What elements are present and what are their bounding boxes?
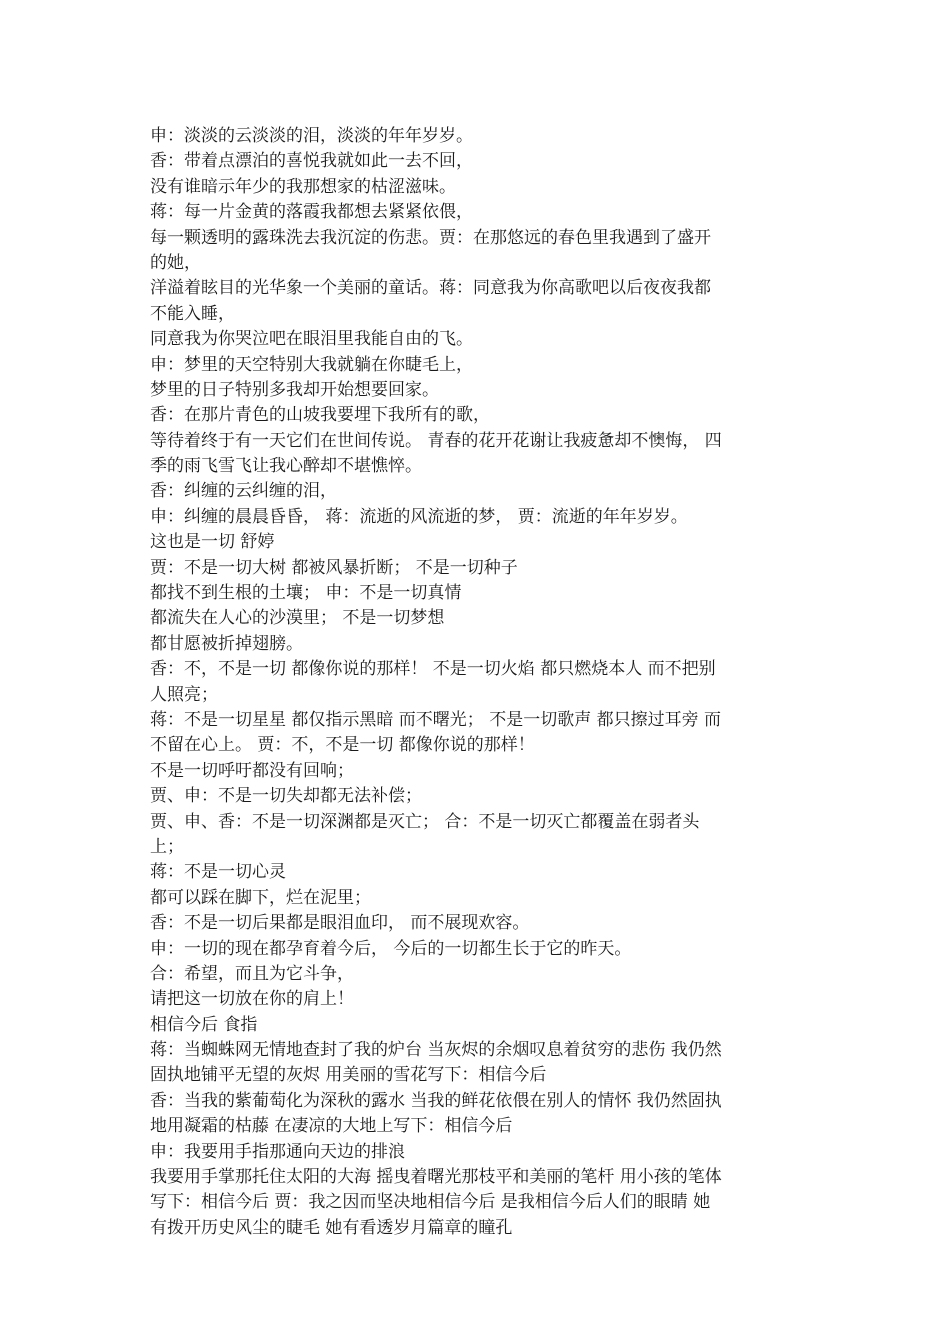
text-line: 香：纠缠的云纠缠的泪， (150, 481, 337, 502)
text-line: 固执地铺平无望的灰烬 用美丽的雪花写下：相信今后 (150, 1065, 547, 1086)
text-line: 香：不是一切后果都是眼泪血印， 而不展现欢容。 (150, 913, 530, 934)
text-line: 申：我要用手指那通向天边的排浪 (150, 1141, 405, 1162)
text-line: 人照亮； (150, 684, 218, 705)
text-line: 没有谁暗示年少的我那想家的枯涩滋味。 (150, 176, 456, 197)
text-line: 申：纠缠的晨晨昏昏， 蒋：流逝的风流逝的梦， 贾：流逝的年年岁岁。 (150, 506, 688, 527)
text-line: 申：梦里的天空特别大我就躺在你睫毛上， (150, 354, 473, 375)
text-line: 申：一切的现在都孕育着今后， 今后的一切都生长于它的昨天。 (150, 938, 632, 959)
text-line: 不留在心上。 贾：不，不是一切 都像你说的那样！ (150, 735, 535, 756)
text-line: 不能入睡， (150, 303, 235, 324)
text-line: 季的雨飞雪飞让我心醉却不堪憔悴。 (150, 456, 422, 477)
text-line: 不是一切呼吁都没有回响； (150, 760, 354, 781)
text-line: 香：不，不是一切 都像你说的那样！ 不是一切火焰 都只燃烧本人 而不把别 (150, 659, 716, 680)
text-line: 蒋：每一片金黄的落霞我都想去紧紧依偎， (150, 202, 473, 223)
text-line: 等待着终于有一天它们在世间传说。 青春的花开花谢让我疲惫却不懊悔， 四 (150, 430, 722, 451)
text-line: 都甘愿被折掉翅膀。 (150, 633, 303, 654)
text-line: 香：在那片青色的山坡我要埋下我所有的歌， (150, 405, 490, 426)
text-line: 蒋：不是一切星星 都仅指示黑暗 而不曙光； 不是一切歌声 都只擦过耳旁 而 (150, 709, 722, 730)
text-line: 的她， (150, 252, 201, 273)
text-line: 蒋：不是一切心灵 (150, 862, 286, 883)
text-line: 香：当我的紫葡萄化为深秋的露水 当我的鲜花依偎在别人的情怀 我仍然固执 (150, 1090, 722, 1111)
text-line: 都流失在人心的沙漠里； 不是一切梦想 (150, 608, 445, 629)
text-line: 洋溢着眩目的光华象一个美丽的童话。蒋：同意我为你高歌吧以后夜夜我都 (150, 278, 711, 299)
text-line: 申：淡淡的云淡淡的泪，淡淡的年年岁岁。 (150, 126, 473, 146)
text-line: 合：希望，而且为它斗争， (150, 963, 354, 984)
text-line: 同意我为你哭泣吧在眼泪里我能自由的飞。 (150, 329, 473, 350)
section-title: 相信今后 食指 (150, 1014, 258, 1035)
text-line: 香：带着点漂泊的喜悦我就如此一去不回， (150, 151, 473, 172)
text-line: 我要用手掌那托住太阳的大海 摇曳着曙光那枝平和美丽的笔杆 用小孩的笔体 (150, 1167, 722, 1188)
text-line: 写下：相信今后 贾：我之因而坚决地相信今后 是我相信今后人们的眼睛 她 (150, 1192, 711, 1213)
text-line: 蒋：当蜘蛛网无情地查封了我的炉台 当灰烬的余烟叹息着贫穷的悲伤 我仍然 (150, 1040, 722, 1061)
text-line: 都找不到生根的土壤； 申：不是一切真情 (150, 583, 462, 604)
text-line: 贾、申：不是一切失却都无法补偿； (150, 786, 422, 807)
text-line: 梦里的日子特别多我却开始想要回家。 (150, 379, 439, 400)
document-body (150, 124, 800, 1241)
text-line: 每一颗透明的露珠洗去我沉淀的伤悲。贾：在那悠远的春色里我遇到了盛开 (150, 227, 711, 248)
text-line: 请把这一切放在你的肩上！ (150, 989, 354, 1010)
text-line: 贾、申、香：不是一切深渊都是灭亡； 合：不是一切灭亡都覆盖在弱者头 (150, 811, 700, 832)
section-title: 这也是一切 舒婷 (150, 532, 275, 553)
text-line: 上； (150, 836, 184, 857)
text-line: 贾：不是一切大树 都被风暴折断； 不是一切种子 (150, 557, 518, 578)
text-line: 地用凝霜的枯藤 在凄凉的大地上写下：相信今后 (150, 1116, 513, 1137)
text-line: 有拨开历史风尘的睫毛 她有看透岁月篇章的瞳孔 (150, 1217, 513, 1238)
text-line: 都可以踩在脚下，烂在泥里； (150, 887, 371, 908)
